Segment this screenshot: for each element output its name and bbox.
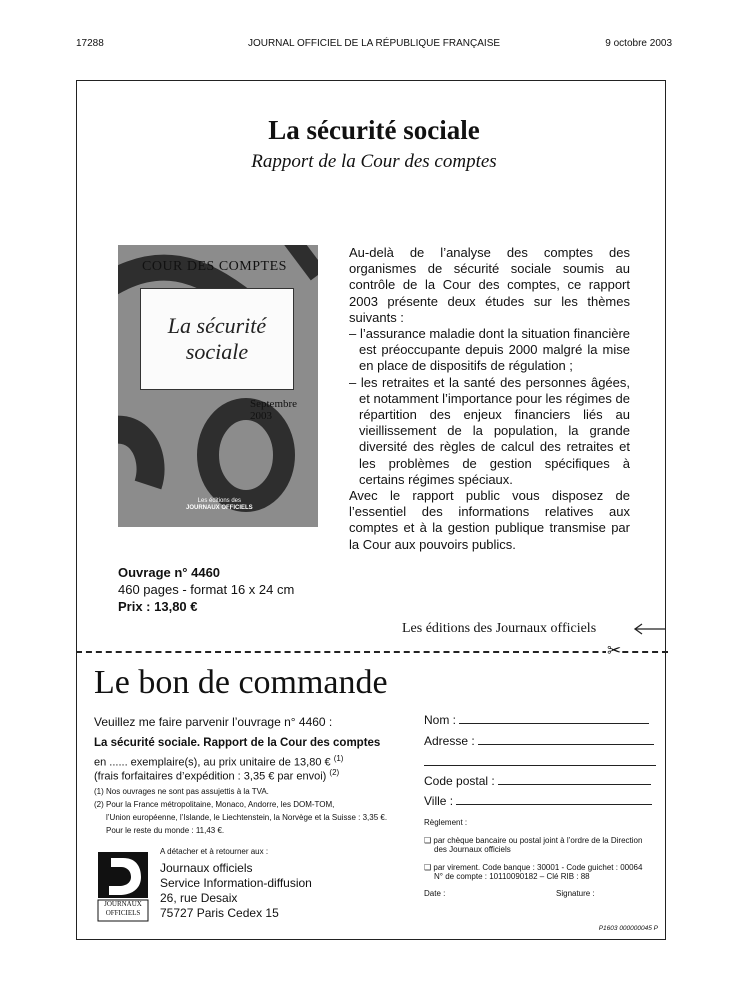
description-intro: Au-delà de l’analyse des comptes des organismes de sécurité sociale soumis au contrôle de la Cour des comptes, ce rapport 2003 présente deux études sur les thèmes suivants : [349, 245, 630, 325]
order-quantity-note: (1) [333, 754, 344, 763]
description-bullet: – les retraites et la santé des personnes âgées, et notamment l’importance pour les régimes de répartition des enjeux financiers liés au vieillissement de la population, la grande diversité des règles de calcul des retraites et les problèmes de gestion spécifiques à certains régimes spéciaux. [349, 374, 630, 487]
cover-publisher-line1: Les éditions des [197, 498, 242, 504]
work-price: Prix : 13,80 € [118, 599, 198, 614]
cover-title-line1: La sécurité [167, 313, 267, 338]
ville-input-line[interactable] [456, 804, 652, 805]
page-date: 9 octobre 2003 [605, 38, 672, 49]
description-conclusion: Avec le rapport public vous disposez de l’essentiel des informations relatives aux comptes et à la gestion publique transmise par la Cour aux pouvoirs publics. [349, 488, 630, 552]
footnote-1: (1) Nos ouvrages ne sont pas assujettis à la TVA. [94, 787, 269, 796]
cheque-line1: par chèque bancaire ou postal joint à l’ordre de la Direction [433, 836, 643, 845]
footnote-2c: Pour le reste du monde : 11,43 €. [106, 826, 225, 835]
cover-header: COUR DES COMPTES [142, 259, 287, 274]
cheque-checkbox-icon[interactable]: ❑ [424, 836, 432, 845]
order-shipping-note: (2) [329, 768, 340, 777]
address-line: Service Information-diffusion [160, 876, 312, 890]
return-to-label: A détacher et à retourner aux : [160, 847, 269, 856]
ad-subtitle: Rapport de la Cour des comptes [251, 151, 497, 172]
order-reference: P1603 000000045 P [598, 925, 658, 932]
signature-label: Signature : [556, 889, 595, 898]
cover-title-line2: sociale [185, 339, 249, 364]
nom-label: Nom : [424, 713, 457, 727]
order-shipping-line: (frais forfaitaires d’expédition : 3,35 € par envoi) [94, 770, 327, 783]
payment-cheque[interactable] [424, 836, 642, 854]
journal-title: JOURNAL OFFICIEL DE LA RÉPUBLIQUE FRANÇAISE [247, 38, 501, 49]
ad-description [349, 245, 630, 553]
scissors-icon: ✂ [607, 641, 622, 660]
ad-title: La sécurité sociale [268, 115, 480, 145]
cover-publisher-line2: JOURNAUX OFFICIELS [186, 505, 253, 511]
adresse-field-2[interactable] [424, 755, 656, 769]
cover-date: Septembre 2003 [250, 398, 298, 422]
description-bullets [349, 326, 630, 488]
work-reference [118, 564, 294, 615]
adresse-label: Adresse : [424, 734, 475, 748]
work-number: Ouvrage n° 4460 [118, 565, 221, 580]
ville-field[interactable] [424, 794, 652, 808]
work-details: 460 pages - format 16 x 24 cm [118, 582, 295, 597]
adresse-input-line-2[interactable] [424, 757, 656, 766]
address-line: 75727 Paris Cedex 15 [160, 906, 279, 920]
payment-label: Règlement : [424, 818, 468, 827]
code-postal-input-line[interactable] [498, 784, 651, 785]
cheque-line2: des Journaux officiels [434, 845, 511, 854]
cover-publisher [186, 498, 253, 512]
order-book: La sécurité sociale. Rapport de la Cour des comptes [94, 737, 381, 749]
order-quantity [94, 754, 343, 769]
virement-line2: N° de compte : 10110090182 – Clé RIB : 88 [434, 872, 590, 881]
footnote-2a: (2) Pour la France métropolitaine, Monaco, Andorre, les DOM-TOM, [94, 800, 335, 809]
book-cover-image [118, 245, 318, 527]
nom-input-line[interactable] [459, 723, 649, 724]
cut-line [76, 651, 668, 653]
adresse-input-line[interactable] [478, 744, 654, 745]
address-line: Journaux officiels [160, 861, 253, 875]
logo-text-line1: JOURNAUX [104, 900, 142, 908]
footnote-2b: l’Union européenne, l’Islande, le Liechtenstein, la Norvège et la Suisse : 3,35 €. [106, 813, 388, 822]
address-line: 26, rue Desaix [160, 891, 238, 905]
arrow-left-icon [632, 622, 668, 636]
order-shipping [94, 768, 339, 783]
date-label: Date : [424, 889, 446, 898]
order-request: Veuillez me faire parvenir l’ouvrage n° 4460 : [94, 715, 333, 729]
logo-text [97, 900, 149, 918]
virement-checkbox-icon[interactable]: ❑ [424, 863, 432, 872]
logo-text-line2: OFFICIELS [105, 909, 141, 917]
cover-title-box [140, 288, 294, 390]
return-address [160, 861, 312, 921]
code-postal-label: Code postal : [424, 774, 495, 788]
publisher-name: Les éditions des Journaux officiels [402, 621, 597, 636]
order-quantity-line: en ...... exemplaire(s), au prix unitaire de 13,80 € [94, 756, 331, 769]
page-number: 17288 [76, 38, 104, 49]
code-postal-field[interactable] [424, 774, 651, 788]
nom-field[interactable] [424, 713, 649, 727]
ville-label: Ville : [424, 794, 454, 808]
adresse-field[interactable] [424, 734, 654, 748]
payment-virement[interactable] [424, 863, 642, 881]
description-bullet: – l’assurance maladie dont la situation financière est préoccupante depuis 2000 malgré la mise en place de dispositifs de régulation ; [349, 326, 630, 374]
virement-line1: par virement. Code banque : 30001 - Code guichet : 00064 [433, 863, 643, 872]
order-title: Le bon de commande [94, 664, 388, 701]
